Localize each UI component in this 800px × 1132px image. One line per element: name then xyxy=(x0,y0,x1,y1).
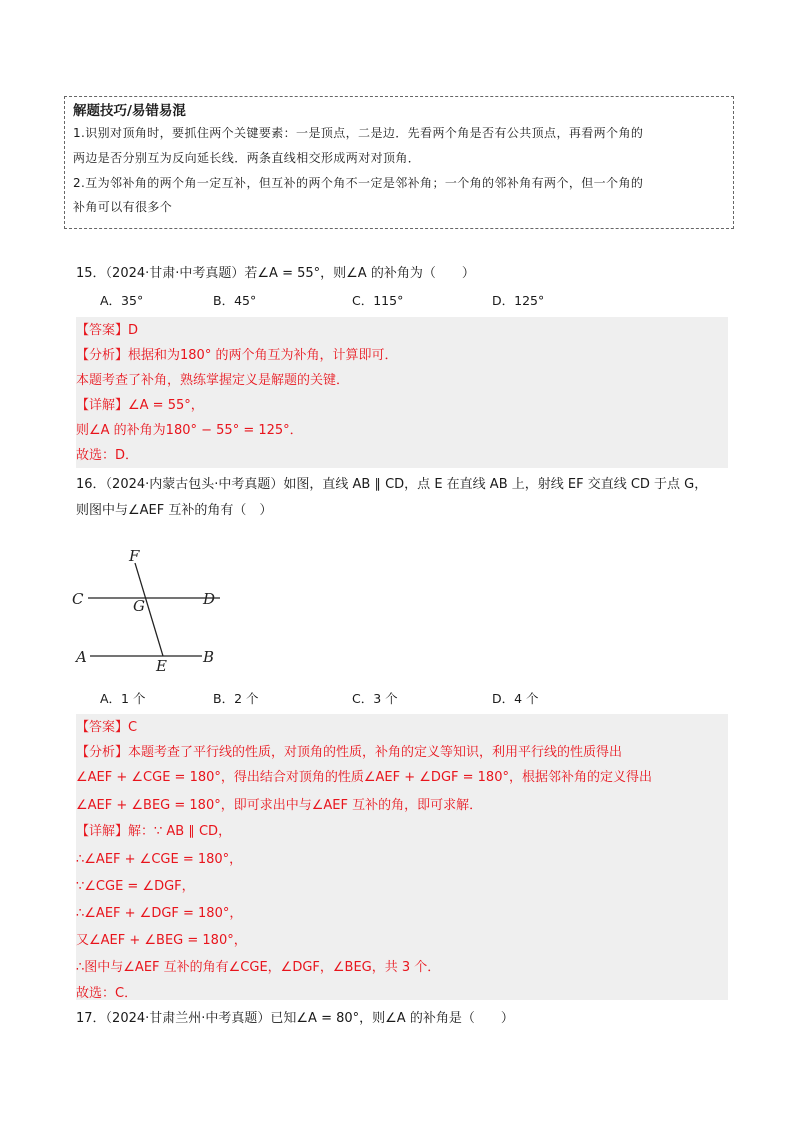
q16-stem-1: 16．（2024·内蒙古包头·中考真题）如图，直线 AB ∥ CD，点 E 在直线 AB 上，射线 EF 交直线 CD 于点 G， xyxy=(76,477,708,492)
tips-title: 解题技巧/易错易混 xyxy=(73,103,186,119)
q15-analysis-1: 【分析】根据和为180° 的两个角互为补角，计算即可． xyxy=(76,348,398,363)
q16-detail-5: 又∠AEF + ∠BEG = 180°， xyxy=(76,933,247,948)
q15-answer: 【答案】D xyxy=(76,323,139,338)
q15-stem: 15．（2024·甘肃·中考真题）若∠A = 55°，则∠A 的补角为（ ） xyxy=(76,266,475,281)
q16-choice: 故选：C． xyxy=(76,986,138,1001)
label-e: E xyxy=(156,657,167,675)
q16-detail-1: 【详解】解：∵ AB ∥ CD， xyxy=(76,824,232,839)
q16-analysis-2: ∠AEF + ∠CGE = 180°，得出结合对顶角的性质∠AEF + ∠DGF = 180°，根据邻补角的定义得出 xyxy=(76,770,652,785)
q15-detail: 【详解】∠A = 55°， xyxy=(76,398,204,413)
label-f: F xyxy=(129,547,140,565)
label-a: A xyxy=(76,648,87,666)
tips-line-1: 1.识别对顶角时，要抓住两个关键要素：一是顶点，二是边．先看两个角是否有公共顶点，再看两个角的 xyxy=(73,126,644,140)
q16-answer-block xyxy=(76,714,728,1000)
q15-option-d: D．125° xyxy=(492,293,545,308)
q16-option-c: C．3 个 xyxy=(352,691,398,706)
q16-detail-3: ∵∠CGE = ∠DGF， xyxy=(76,879,195,894)
q16-option-b: B．2 个 xyxy=(213,691,259,706)
tips-line-4: 补角可以有很多个 xyxy=(73,200,173,214)
q16-detail-2: ∴∠AEF + ∠CGE = 180°， xyxy=(76,852,243,867)
q16-option-a: A．1 个 xyxy=(100,691,146,706)
q15-option-c: C．115° xyxy=(352,293,404,308)
q16-option-d: D．4 个 xyxy=(492,691,539,706)
q16-analysis-1: 【分析】本题考查了平行线的性质，对顶角的性质，补角的定义等知识，利用平行线的性质得出 xyxy=(76,745,623,760)
label-c: C xyxy=(72,590,84,608)
q16-detail-6: ∴图中与∠AEF 互补的角有∠CGE，∠DGF，∠BEG，共 3 个． xyxy=(76,960,441,975)
q15-detail-2: 则∠A 的补角为180° − 55° = 125°． xyxy=(76,423,303,438)
q16-answer: 【答案】C xyxy=(76,720,138,735)
q16-stem-2: 则图中与∠AEF 互补的角有（ ） xyxy=(76,503,273,518)
label-b: B xyxy=(203,648,215,666)
label-d: D xyxy=(203,590,216,608)
q17-stem: 17．（2024·甘肃兰州·中考真题）已知∠A = 80°，则∠A 的补角是（ ） xyxy=(76,1011,514,1026)
q15-answer-block xyxy=(76,317,728,468)
q15-choice: 故选：D． xyxy=(76,448,139,463)
q16-detail-4: ∴∠AEF + ∠DGF = 180°， xyxy=(76,906,243,921)
tips-box xyxy=(64,96,734,229)
tips-line-3: 2.互为邻补角的两个角一定互补，但互补的两个角不一定是邻补角；一个角的邻补角有两个，但一个角的 xyxy=(73,176,644,190)
q15-option-b: B．45° xyxy=(213,293,257,308)
label-g: G xyxy=(133,597,145,615)
tips-line-2: 两边是否分别互为反向延长线．两条直线相交形成两对对顶角． xyxy=(73,151,421,165)
q15-option-a: A．35° xyxy=(100,293,144,308)
parallel-lines-figure xyxy=(70,545,230,675)
q15-analysis-2: 本题考查了补角，熟练掌握定义是解题的关键． xyxy=(76,373,350,388)
q16-analysis-3: ∠AEF + ∠BEG = 180°，即可求出中与∠AEF 互补的角，即可求解． xyxy=(76,798,483,813)
